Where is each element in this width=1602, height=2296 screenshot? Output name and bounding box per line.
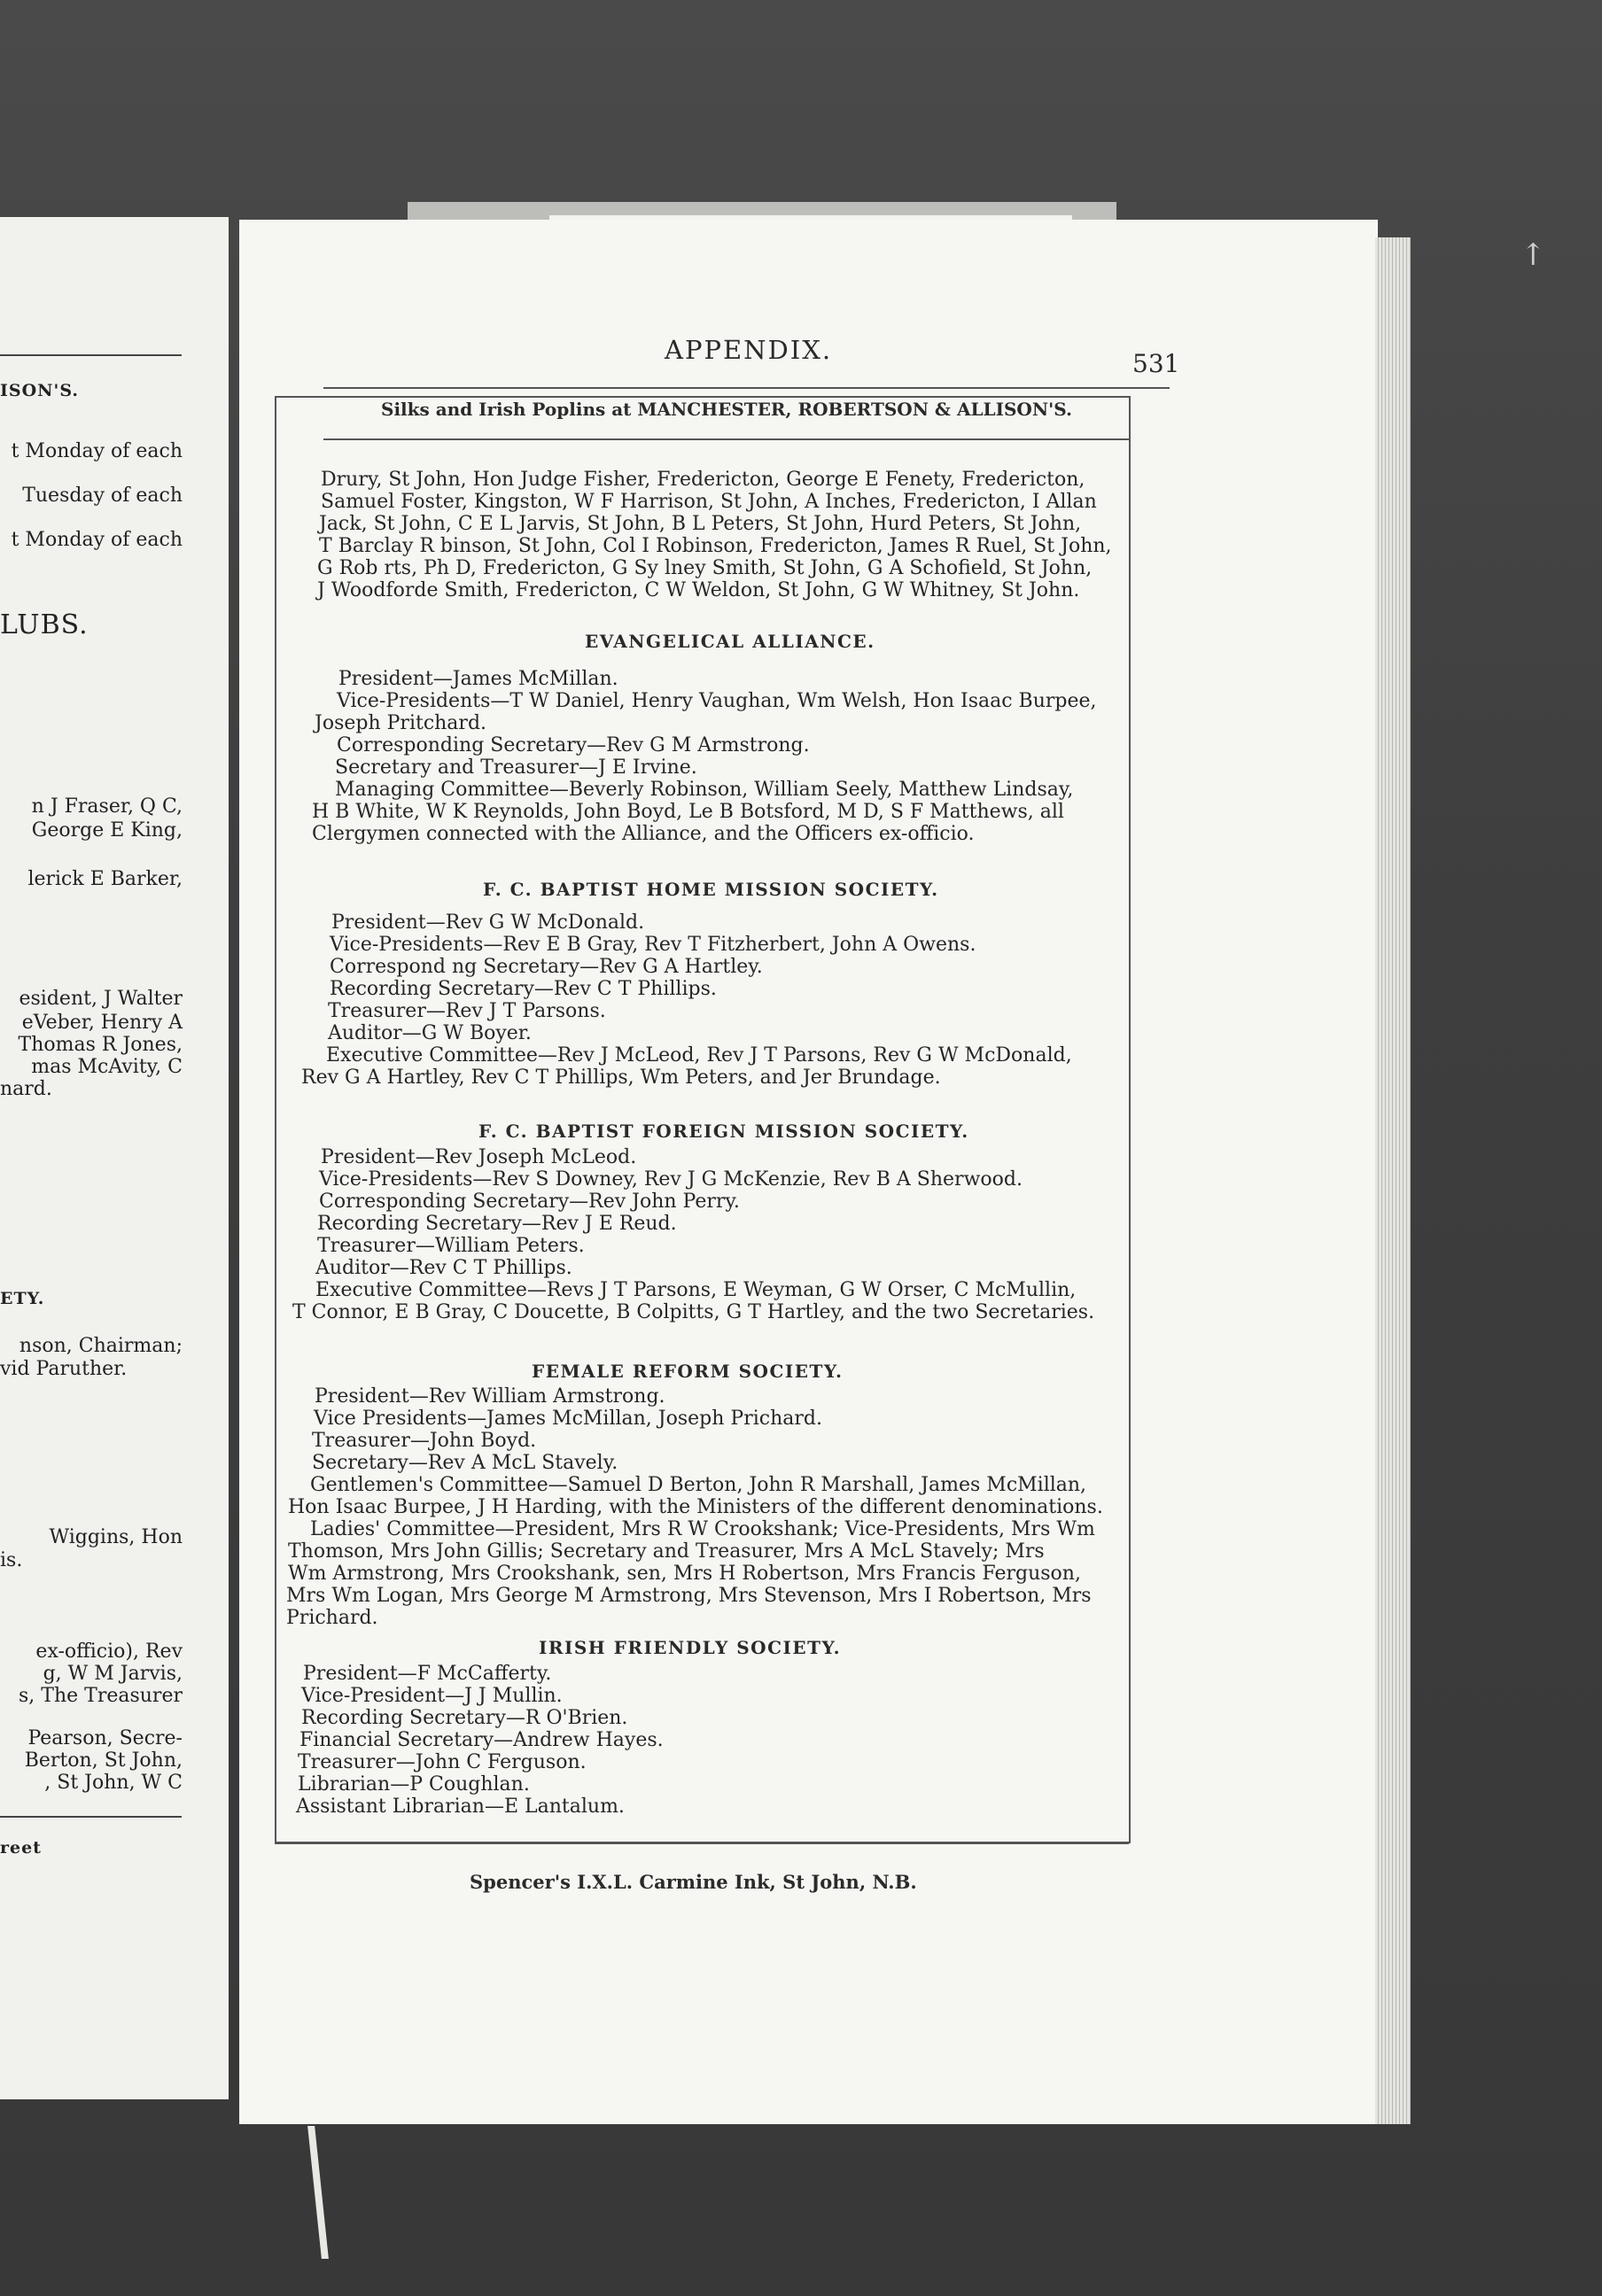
left-line: t Monday of each bbox=[11, 440, 183, 462]
left-rule bbox=[0, 1816, 182, 1818]
section-line: Wm Armstrong, Mrs Crookshank, sen, Mrs H Robertson, Mrs Francis Ferguson, bbox=[288, 1563, 1081, 1585]
section-line: President—Rev G W McDonald. bbox=[331, 911, 645, 934]
left-line: mas McAvity, C bbox=[31, 1056, 183, 1078]
left-line: LUBS. bbox=[0, 609, 89, 640]
left-line: vid Paruther. bbox=[0, 1358, 128, 1380]
section-line: Recording Secretary—R O'Brien. bbox=[301, 1707, 628, 1729]
section-line: Rev G A Hartley, Rev C T Phillips, Wm Peters, and Jer Brundage. bbox=[301, 1067, 941, 1089]
left-line: s, The Treasurer bbox=[19, 1685, 183, 1707]
section-title: FEMALE REFORM SOCIETY. bbox=[532, 1361, 844, 1382]
section-line: Secretary and Treasurer—J E Irvine. bbox=[335, 756, 697, 779]
content-frame bbox=[275, 396, 1131, 1843]
section-line: Assistant Librarian—E Lantalum. bbox=[296, 1796, 625, 1818]
section-line: President—Rev William Armstrong. bbox=[315, 1385, 665, 1408]
left-rule bbox=[0, 354, 182, 356]
section-line: President—F McCafferty. bbox=[303, 1663, 552, 1685]
section-line: Treasurer—Rev J T Parsons. bbox=[328, 1000, 606, 1022]
section-line: Treasurer—William Peters. bbox=[317, 1235, 585, 1257]
section-line: Managing Committee—Beverly Robinson, William Seely, Matthew Lindsay, bbox=[335, 779, 1074, 801]
section-line: Vice Presidents—James McMillan, Joseph Prichard. bbox=[314, 1408, 822, 1430]
left-line: Berton, St John, bbox=[24, 1749, 183, 1772]
section-line: Thomson, Mrs John Gillis; Secretary and Treasurer, Mrs A McL Stavely; Mrs bbox=[288, 1540, 1045, 1563]
section-line: Corresponding Secretary—Rev G M Armstrong. bbox=[337, 734, 810, 756]
left-line: eVeber, Henry A bbox=[21, 1012, 183, 1034]
section-line: Gentlemen's Committee—Samuel D Berton, John R Marshall, James McMillan, bbox=[310, 1474, 1087, 1496]
top-rule bbox=[323, 387, 1170, 389]
advertisement-top: Silks and Irish Poplins at MANCHESTER, ROBERTSON & ALLISON'S. bbox=[381, 399, 1072, 420]
section-title: IRISH FRIENDLY SOCIETY. bbox=[539, 1637, 842, 1658]
section-line: H B White, W K Reynolds, John Boyd, Le B Botsford, M D, S F Matthews, all bbox=[312, 801, 1064, 823]
section-line: Recording Secretary—Rev C T Phillips. bbox=[330, 978, 717, 1000]
section-line: Corresponding Secretary—Rev John Perry. bbox=[319, 1191, 740, 1213]
left-line: t Monday of each bbox=[11, 529, 183, 551]
section-title: F. C. BAPTIST FOREIGN MISSION SOCIETY. bbox=[478, 1121, 969, 1142]
section-line: President—Rev Joseph McLeod. bbox=[321, 1146, 637, 1168]
section-line: Hon Isaac Burpee, J H Harding, with the Ministers of the different denominations. bbox=[288, 1496, 1103, 1518]
section-line: Treasurer—John C Ferguson. bbox=[298, 1751, 587, 1773]
left-line: ex-officio), Rev bbox=[35, 1641, 183, 1663]
section-line: Vice-Presidents—T W Daniel, Henry Vaughan, Wm Welsh, Hon Isaac Burpee, bbox=[337, 690, 1097, 712]
section-line: Prichard. bbox=[286, 1607, 378, 1629]
intro-line: Jack, St John, C E L Jarvis, St John, B L Peters, St John, Hurd Peters, St John, bbox=[319, 513, 1082, 535]
running-head: APPENDIX. bbox=[665, 335, 833, 365]
left-line: Pearson, Secre- bbox=[27, 1727, 183, 1749]
section-title: F. C. BAPTIST HOME MISSION SOCIETY. bbox=[483, 879, 939, 900]
advertisement-bottom: Spencer's I.X.L. Carmine Ink, St John, N.B. bbox=[470, 1871, 917, 1893]
left-line: g, W M Jarvis, bbox=[43, 1663, 183, 1685]
bottom-rule bbox=[275, 1842, 1129, 1844]
left-line: reet bbox=[0, 1838, 42, 1858]
section-line: Auditor—Rev C T Phillips. bbox=[315, 1257, 572, 1279]
left-line: , St John, W C bbox=[44, 1772, 183, 1794]
page-number: 531 bbox=[1132, 349, 1180, 378]
intro-line: G Rob rts, Ph D, Fredericton, G Sy lney Smith, St John, G A Schofield, St John, bbox=[317, 557, 1093, 579]
section-line: Treasurer—John Boyd. bbox=[312, 1430, 537, 1452]
section-line: Financial Secretary—Andrew Hayes. bbox=[299, 1729, 664, 1751]
left-page-fragment bbox=[0, 217, 229, 2099]
section-line: Ladies' Committee—President, Mrs R W Crookshank; Vice-Presidents, Mrs Wm bbox=[310, 1518, 1095, 1540]
left-line: esident, J Walter bbox=[19, 988, 183, 1010]
section-line: Correspond ng Secretary—Rev G A Hartley. bbox=[330, 956, 763, 978]
section-line: President—James McMillan. bbox=[338, 668, 618, 690]
section-line: Recording Secretary—Rev J E Reud. bbox=[317, 1213, 677, 1235]
left-line: n J Fraser, Q C, bbox=[31, 795, 183, 818]
section-line: Vice-President—J J Mullin. bbox=[301, 1685, 563, 1707]
section-line: Vice-Presidents—Rev S Downey, Rev J G McKenzie, Rev B A Sherwood. bbox=[319, 1168, 1023, 1191]
intro-line: T Barclay R binson, St John, Col I Robinson, Fredericton, James R Ruel, St John, bbox=[319, 535, 1112, 557]
left-line: lerick E Barker, bbox=[27, 868, 183, 890]
left-line: nard. bbox=[0, 1078, 52, 1100]
left-line: Tuesday of each bbox=[22, 485, 183, 507]
section-line: Vice-Presidents—Rev E B Gray, Rev T Fitzherbert, John A Owens. bbox=[330, 934, 976, 956]
left-line: Wiggins, Hon bbox=[49, 1526, 183, 1548]
section-line: Mrs Wm Logan, Mrs George M Armstrong, Mrs Stevenson, Mrs I Robertson, Mrs bbox=[286, 1585, 1092, 1607]
section-line: Clergymen connected with the Alliance, and the Officers ex-officio. bbox=[312, 823, 975, 845]
intro-line: J Woodforde Smith, Fredericton, C W Weldon, St John, G W Whitney, St John. bbox=[317, 579, 1080, 601]
page-edges bbox=[1375, 237, 1411, 2124]
section-line: Secretary—Rev A McL Stavely. bbox=[312, 1452, 618, 1474]
left-line: ETY. bbox=[0, 1289, 45, 1308]
left-line: Thomas R Jones, bbox=[18, 1034, 183, 1056]
section-line: Auditor—G W Boyer. bbox=[328, 1022, 532, 1044]
ad-rule bbox=[323, 438, 1130, 440]
margin-mark: ↑ bbox=[1520, 237, 1546, 273]
left-line: ISON'S. bbox=[0, 381, 80, 400]
intro-line: Drury, St John, Hon Judge Fisher, Fredericton, George E Fenety, Fredericton, bbox=[321, 469, 1085, 491]
intro-line: Samuel Foster, Kingston, W F Harrison, St John, A Inches, Fredericton, I Allan bbox=[321, 491, 1097, 513]
section-line: Executive Committee—Revs J T Parsons, E Weyman, G W Orser, C McMullin, bbox=[315, 1279, 1077, 1301]
section-title: EVANGELICAL ALLIANCE. bbox=[585, 631, 875, 652]
left-line: is. bbox=[0, 1549, 23, 1571]
left-line: George E King, bbox=[31, 819, 183, 842]
section-line: T Connor, E B Gray, C Doucette, B Colpitts, G T Hartley, and the two Secretaries. bbox=[292, 1301, 1095, 1323]
section-line: Joseph Pritchard. bbox=[315, 712, 487, 734]
section-line: Librarian—P Coughlan. bbox=[298, 1773, 530, 1796]
left-line: nson, Chairman; bbox=[19, 1335, 183, 1357]
section-line: Executive Committee—Rev J McLeod, Rev J T Parsons, Rev G W McDonald, bbox=[326, 1044, 1072, 1067]
